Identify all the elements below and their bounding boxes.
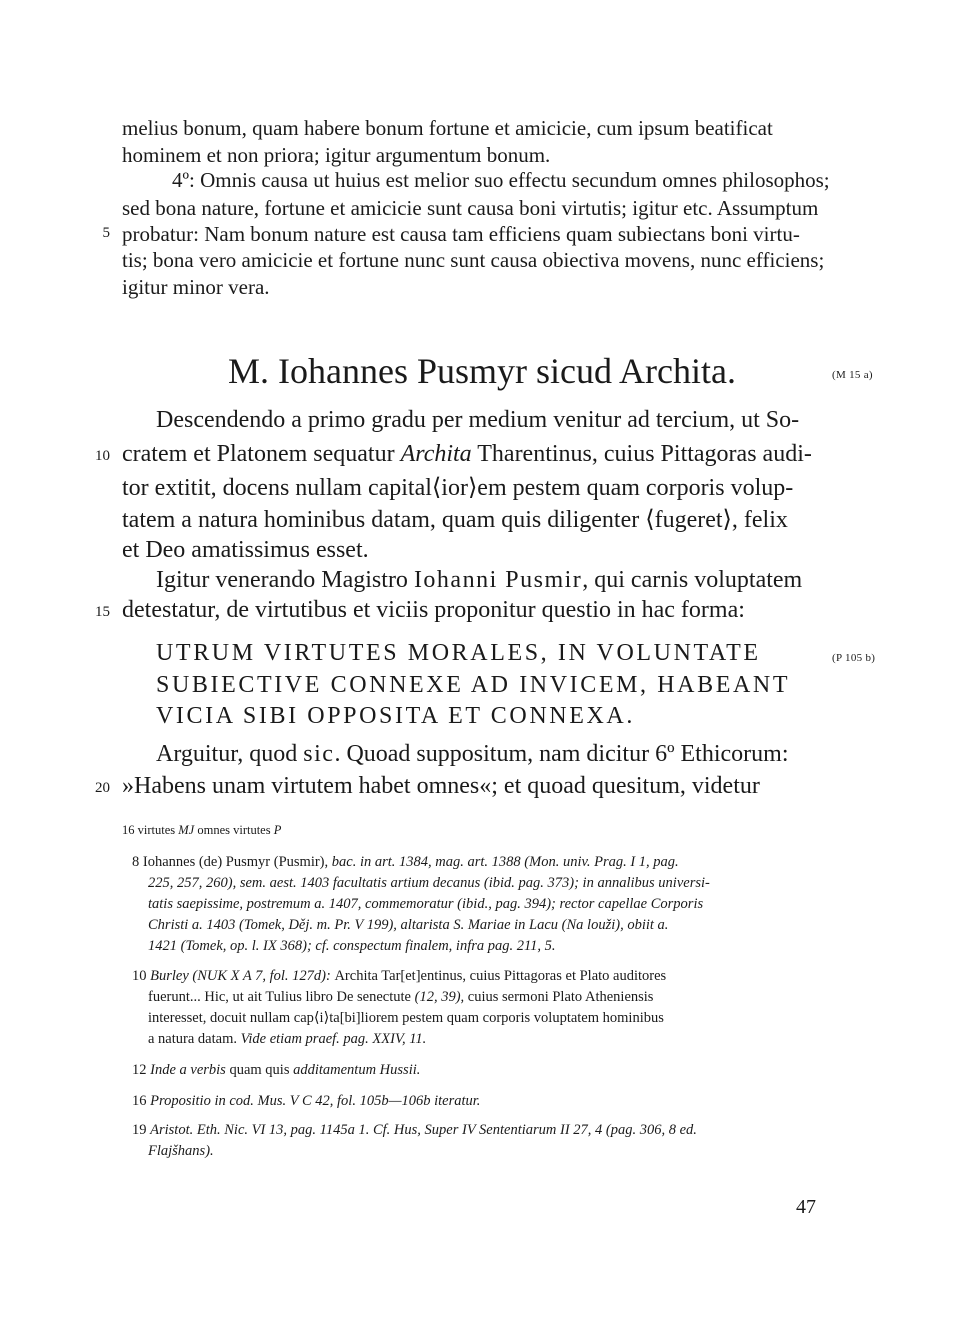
footnote-line xyxy=(132,852,679,872)
footnote-line xyxy=(148,1141,214,1161)
text-segment: virtutes xyxy=(137,823,179,837)
text-line: Descendendo a primo gradu per medium venitur ad tercium, ut So- xyxy=(156,407,800,433)
footnote-line xyxy=(132,1060,420,1080)
text-italic: 225, 257, 260), sem. aest. 1403 facultatis artium decanus (ibid. pag. 373); in annalibus universi- xyxy=(148,875,710,891)
siglum: MJ xyxy=(178,823,195,837)
footnote-number: 12 xyxy=(132,1062,147,1078)
apparatus-entry xyxy=(122,820,281,840)
text-line: sed bona nature, fortune et amicicie sunt causa boni virtutis; igitur etc. Assumptum xyxy=(122,196,819,220)
footnote-line xyxy=(148,915,668,935)
text-italic: Burley (NUK X A 7, fol. 127d): xyxy=(150,968,335,984)
name-spaced: Iohanni Pusmir xyxy=(413,567,583,593)
footnote-line xyxy=(132,1091,480,1111)
line-number: 20 xyxy=(95,780,110,796)
margin-note: (P 105 b) xyxy=(832,652,876,664)
text-line: detestatur, de virtutibus et viciis proponitur questio in hac forma: xyxy=(122,597,745,623)
footnote-number: 8 xyxy=(132,854,140,870)
text-italic: Flajšhans). xyxy=(148,1143,214,1159)
text-italic: Aristot. Eth. Nic. VI 13, pag. 1145a 1. Cf. Hus, Super IV Sententiarum II 27, 4 (pag. 306, 8 ed. xyxy=(150,1122,697,1138)
text-segment: , qui carnis voluptatem xyxy=(582,567,803,593)
footnote-line xyxy=(148,987,653,1007)
footnote-number: 16 xyxy=(132,1093,147,1109)
text-segment: . Quoad suppositum, nam dicitur 6º Ethicorum: xyxy=(334,741,789,767)
margin-note: (M 15 a) xyxy=(832,369,873,381)
text-line: probatur: Nam bonum nature est causa tam efficiens quam subiectans boni virtu- xyxy=(122,222,800,246)
text-line: hominem et non priora; igitur argumentum bonum. xyxy=(122,143,551,167)
text-italic: bac. in art. 1384, mag. art. 1388 (Mon. univ. Prag. I 1, pag. xyxy=(331,854,679,870)
footnote-line xyxy=(132,966,666,986)
footnote-line: interesset, docuit nullam cap⟨i⟩ta[bi]liorem pestem quam corporis voluptatem hominibus xyxy=(148,1010,664,1026)
footnote-line xyxy=(148,873,710,893)
text-segment: Igitur venerando Magistro xyxy=(156,567,414,593)
text-segment: Archita Tar[et]entinus, cuius Pittagoras et Plato auditores xyxy=(334,968,667,984)
apparatus-number: 16 xyxy=(122,823,135,837)
text-line xyxy=(156,567,802,594)
line-number: 15 xyxy=(95,604,110,620)
text-line: 4º: Omnis causa ut huius est melior suo effectu secundum omnes philosophos; xyxy=(172,168,830,192)
text-segment: Iohannes (de) Pusmyr (Pusmir), xyxy=(142,854,332,870)
text-segment: fuerunt... Hic, ut ait Tulius libro De senectute xyxy=(148,989,415,1005)
text-line: tor extitit, docens nullam capital⟨ior⟩em pestem quam corporis volup- xyxy=(122,475,794,501)
question-line: UTRUM VIRTUTES MORALES, IN VOLUNTATE xyxy=(156,640,761,666)
text-segment: a natura datam. xyxy=(148,1031,241,1047)
text-italic: Propositio in cod. Mus. V C 42, fol. 105b—106b iteratur. xyxy=(150,1093,481,1109)
text-segment: Arguitur, quod xyxy=(156,741,304,767)
text-line: tatem a natura hominibus datam, quam quis diligenter ⟨fugeret⟩, felix xyxy=(122,507,788,533)
text-italic: tatis saepissime, postremum a. 1407, commemoratur (ibid., pag. 394); rector capellae Corporis xyxy=(148,896,704,912)
text-italic: Inde a verbis xyxy=(150,1062,230,1078)
text-italic: (12, 39), xyxy=(414,989,465,1005)
text-line: et Deo amatissimus esset. xyxy=(122,537,369,563)
word-spaced: sic xyxy=(303,741,335,767)
footnote-line xyxy=(132,1120,697,1140)
section-heading: M. Iohannes Pusmyr sicud Archita. xyxy=(228,351,736,391)
text-segment: cuius sermoni Plato Atheniensis xyxy=(464,989,654,1005)
text-italic: 1421 (Tomek, op. l. IX 368); cf. conspectum finalem, infra pag. 211, 5. xyxy=(148,938,556,954)
footnote-number: 10 xyxy=(132,968,147,984)
text-line: tis; bona vero amicicie et fortune nunc sunt causa obiectiva movens, nunc efficiens; xyxy=(122,248,825,272)
text-segment: Tharentinus, cuius Pittagoras audi- xyxy=(471,441,812,467)
page-number: 47 xyxy=(796,1196,816,1218)
footnote-line xyxy=(148,894,703,914)
question-line: SUBIECTIVE CONNEXE AD INVICEM, HABEANT xyxy=(156,672,791,698)
line-number: 10 xyxy=(95,448,110,464)
line-number: 5 xyxy=(102,225,110,241)
text-segment: quam quis xyxy=(229,1062,294,1078)
footnote-line xyxy=(148,936,556,956)
text-line: »Habens unam virtutem habet omnes«; et quoad quesitum, videtur xyxy=(122,773,760,799)
text-italic: additamentum Hussii. xyxy=(293,1062,421,1078)
footnote-line xyxy=(148,1029,426,1049)
siglum: P xyxy=(273,823,282,837)
text-italic: Vide etiam praef. pag. XXIV, 11. xyxy=(240,1031,427,1047)
text-segment: omnes virtutes xyxy=(194,823,274,837)
text-italic: Christi a. 1403 (Tomek, Děj. m. Pr. V 199), altarista S. Mariae in Lacu (Na louži), obiit a. xyxy=(148,917,669,933)
text-line: melius bonum, quam habere bonum fortune et amicicie, cum ipsum beatificat xyxy=(122,116,773,140)
text-line: igitur minor vera. xyxy=(122,275,270,299)
footnote-number: 19 xyxy=(132,1122,147,1138)
text-line xyxy=(156,741,789,768)
text-segment: cratem et Platonem sequatur xyxy=(122,441,401,467)
text-line xyxy=(122,441,812,468)
name-italic: Archita xyxy=(400,441,472,467)
question-line: VICIA SIBI OPPOSITA ET CONNEXA. xyxy=(156,703,635,729)
